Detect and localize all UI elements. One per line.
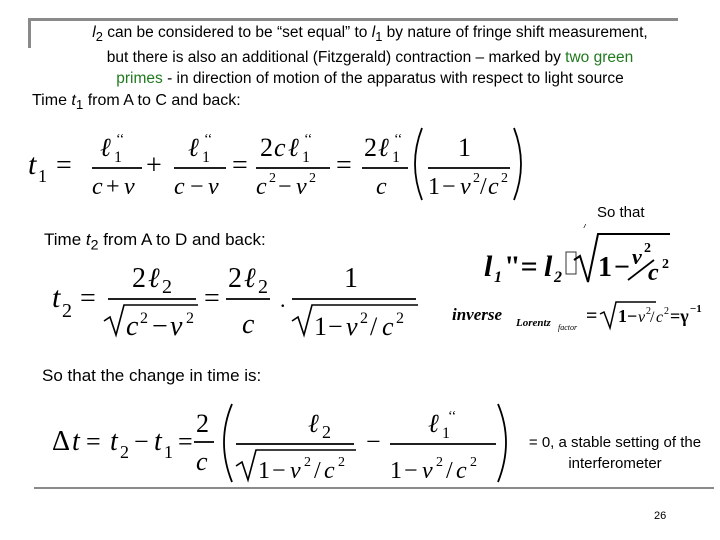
svg-text:ℓ: ℓ [308, 409, 319, 438]
svg-text:v: v [346, 312, 358, 341]
svg-text:l: l [544, 250, 553, 283]
svg-text:/: / [314, 458, 321, 484]
svg-text:1: 1 [390, 458, 402, 484]
result-text: = 0, a stable setting of the interferometer [528, 434, 702, 472]
svg-text:v: v [632, 244, 642, 269]
svg-text:1: 1 [392, 149, 400, 166]
slide-frame-top [28, 18, 678, 21]
svg-text:1: 1 [442, 425, 450, 442]
svg-text:2: 2 [258, 276, 268, 298]
svg-text:2: 2 [470, 455, 477, 470]
svg-text:2: 2 [196, 409, 209, 438]
svg-text:ℓ: ℓ [100, 133, 111, 162]
svg-text:1: 1 [428, 174, 440, 200]
svg-text:v: v [208, 174, 219, 200]
svg-text:2: 2 [186, 310, 194, 327]
svg-text:1: 1 [202, 149, 210, 166]
svg-text:2: 2 [309, 171, 316, 186]
svg-text:−: − [404, 458, 418, 484]
svg-text:t: t [154, 426, 162, 457]
equation-inverse-lorentz [452, 296, 702, 341]
svg-text:1: 1 [258, 458, 270, 484]
slide-frame-bottom [34, 487, 714, 489]
svg-text:7: 7 [582, 224, 588, 231]
svg-text:ℓ: ℓ [148, 263, 160, 294]
svg-text:t: t [52, 281, 61, 314]
svg-text:1−: 1− [618, 306, 638, 326]
svg-text:v: v [638, 309, 646, 326]
svg-text:+: + [106, 174, 120, 200]
svg-text:inverse: inverse [452, 305, 503, 324]
equation-t2 [48, 255, 428, 350]
svg-text:c: c [324, 458, 335, 484]
svg-text:v: v [124, 174, 135, 200]
svg-text:2: 2 [120, 442, 129, 462]
svg-text:l: l [484, 250, 493, 283]
svg-text:factor: factor [558, 323, 578, 332]
svg-text:=γ: =γ [670, 306, 689, 326]
svg-text:c: c [382, 312, 394, 341]
svg-text:=: = [586, 305, 598, 327]
svg-text:v: v [170, 311, 183, 342]
svg-text:2: 2 [62, 300, 72, 322]
svg-text:2: 2 [501, 171, 508, 186]
svg-text:ℓ: ℓ [244, 263, 256, 294]
svg-text:1: 1 [344, 263, 358, 294]
svg-text:2: 2 [364, 133, 377, 162]
svg-text:/: / [446, 458, 453, 484]
svg-text:‘‘: ‘‘ [304, 132, 313, 147]
svg-text:−: − [328, 312, 343, 341]
t1-label: Time $t_1$ from A to C and back: [32, 92, 241, 113]
svg-text:2: 2 [554, 269, 562, 286]
svg-text:t: t [28, 148, 37, 181]
svg-text:1: 1 [458, 133, 471, 162]
svg-text:2: 2 [396, 310, 404, 327]
svg-text:2: 2 [360, 310, 368, 327]
page-number: 26 [654, 510, 667, 522]
svg-text:v: v [296, 174, 307, 200]
svg-text:−: − [614, 252, 630, 283]
svg-text:−1: −1 [690, 303, 702, 315]
svg-text:c: c [256, 174, 267, 200]
svg-text:v: v [422, 458, 433, 484]
svg-text:1: 1 [38, 166, 47, 186]
svg-text:ℓ: ℓ [428, 409, 439, 438]
svg-text:c: c [376, 174, 387, 200]
svg-text:"=: "= [504, 250, 538, 283]
so-that-label: So that [597, 204, 645, 221]
svg-text:2: 2 [644, 241, 651, 256]
svg-text:−: − [134, 427, 149, 456]
svg-text:1: 1 [598, 252, 612, 283]
svg-text:=: = [204, 283, 220, 314]
svg-text:/: / [370, 312, 378, 341]
svg-text:t: t [110, 426, 118, 457]
svg-text:+: + [146, 150, 162, 181]
svg-text:2: 2 [162, 276, 172, 298]
svg-text:2: 2 [473, 171, 480, 186]
svg-text:1: 1 [494, 269, 502, 286]
svg-text:−: − [366, 427, 381, 456]
svg-text:2: 2 [260, 133, 273, 162]
equation-t1 [24, 122, 524, 207]
svg-text:2: 2 [269, 171, 276, 186]
svg-text:ℓ: ℓ [378, 133, 389, 162]
svg-text:2: 2 [436, 455, 443, 470]
svg-text:/: / [650, 309, 655, 326]
svg-text:c: c [648, 260, 659, 286]
svg-text:/: / [480, 174, 487, 200]
svg-text:c: c [242, 309, 255, 340]
svg-text:2: 2 [664, 306, 669, 317]
t2-label: Time $t_2$ from A to D and back: [44, 230, 266, 254]
svg-text:2: 2 [228, 263, 242, 294]
svg-text:c: c [174, 174, 185, 200]
svg-text:2: 2 [662, 257, 669, 272]
svg-text:2: 2 [322, 422, 331, 442]
svg-text:‘‘: ‘‘ [448, 409, 457, 424]
svg-text:1: 1 [302, 149, 310, 166]
svg-text:1: 1 [314, 312, 327, 341]
svg-text:−: − [152, 311, 168, 342]
svg-text:v: v [460, 174, 471, 200]
svg-text:ℓ: ℓ [288, 133, 299, 162]
svg-text:=: = [86, 427, 101, 456]
change-in-time-label: So that the change in time is: [42, 366, 262, 385]
svg-text:.: . [280, 287, 286, 312]
svg-text:Lorentz: Lorentz [516, 317, 551, 329]
svg-text:2: 2 [338, 455, 345, 470]
svg-text:c: c [92, 174, 103, 200]
svg-text:1: 1 [114, 149, 122, 166]
svg-text:v: v [290, 458, 301, 484]
svg-text:c: c [196, 447, 208, 476]
svg-text:=: = [232, 150, 248, 181]
svg-text:=: = [56, 150, 72, 181]
svg-text:2: 2 [140, 310, 148, 327]
svg-text:c: c [656, 309, 664, 326]
svg-text:1: 1 [164, 442, 173, 462]
svg-text:‘‘: ‘‘ [116, 132, 125, 147]
svg-text:c: c [274, 133, 286, 162]
svg-text:c: c [456, 458, 467, 484]
svg-text:−: − [190, 174, 204, 200]
svg-text:=: = [80, 283, 96, 314]
svg-text:2: 2 [132, 263, 146, 294]
svg-text:=: = [336, 150, 352, 181]
svg-text:Δ: Δ [52, 426, 71, 457]
svg-text:c: c [488, 174, 499, 200]
svg-text:‘‘: ‘‘ [394, 132, 403, 147]
svg-text:−: − [278, 174, 292, 200]
svg-text:ℓ: ℓ [188, 133, 199, 162]
svg-text:‘‘: ‘‘ [204, 132, 213, 147]
svg-text:2: 2 [646, 306, 651, 317]
equation-delta-t [50, 400, 510, 491]
svg-text:2: 2 [304, 455, 311, 470]
svg-text:c: c [126, 311, 139, 342]
equation-contraction [478, 224, 678, 295]
svg-text:t: t [72, 426, 80, 457]
intro-text: $l_2$ can be considered to be “set equal” to $l_1$ by nature of fringe shift measurement, but there is also an additional (Fitzgerald) contraction – marked by two green primes - in direction of motion of the apparatus with respect to light source [92, 24, 648, 88]
svg-text:=: = [178, 427, 193, 456]
svg-text:−: − [442, 174, 456, 200]
svg-text:−: − [272, 458, 286, 484]
